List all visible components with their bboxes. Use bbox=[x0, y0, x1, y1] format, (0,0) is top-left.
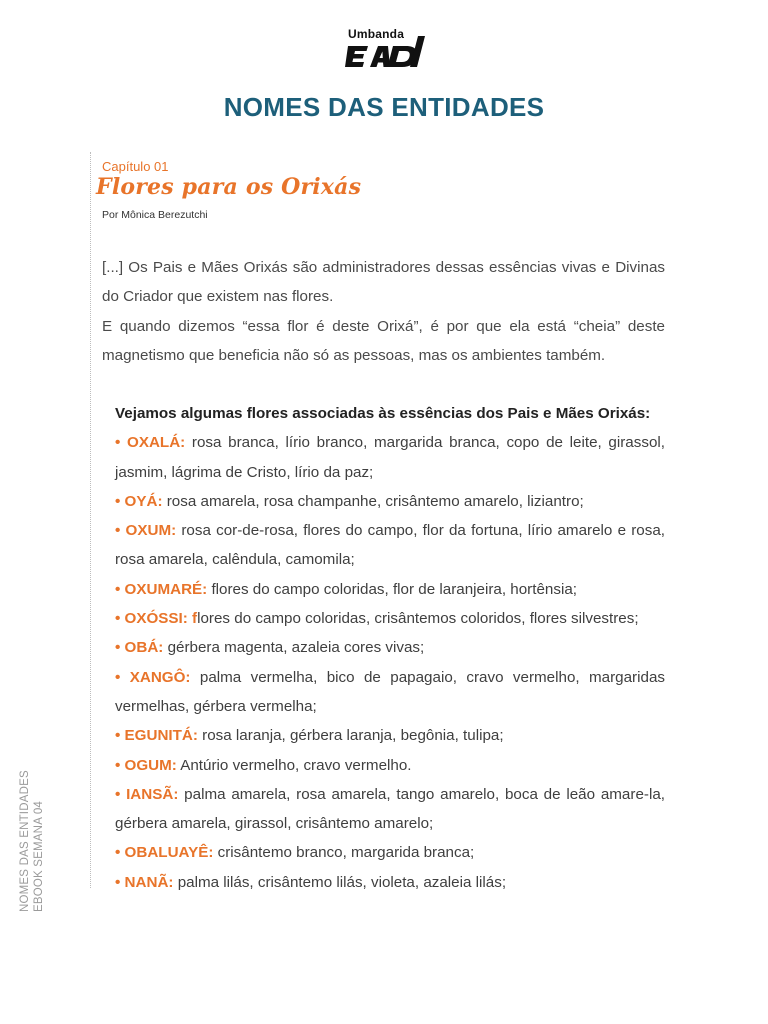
list-item bbox=[115, 721, 665, 750]
list-item bbox=[115, 604, 665, 633]
flower-text: rosa laranja, gérbera laranja, begônia, tulipa; bbox=[197, 727, 504, 745]
list-item bbox=[115, 868, 665, 897]
intro-paragraph: E quando dizemos “essa flor é deste Orixá”, é por que ela está “cheia” deste magnetismo que beneficia não só as pessoas, mas os ambientes também. bbox=[102, 317, 665, 365]
orixa-label: • OBÁ: bbox=[115, 639, 164, 657]
flower-list bbox=[115, 399, 665, 897]
flower-text: lores do campo coloridas, crisântemos coloridos, flores silvestres; bbox=[197, 610, 639, 628]
sidebar-line: EBOOK SEMANA 04 bbox=[33, 800, 45, 912]
sidebar-line: NOMES DAS ENTIDADES bbox=[19, 770, 31, 912]
orixa-label: • OYÁ: bbox=[115, 492, 163, 510]
orixa-label: • NANÃ: bbox=[115, 873, 174, 891]
chapter-title: Flores para os Orixás bbox=[96, 174, 362, 200]
orixa-label: • OGUM: bbox=[115, 756, 177, 774]
list-item bbox=[115, 428, 665, 487]
list-item bbox=[115, 575, 665, 604]
flower-text: flores do campo coloridas, flor de laranjeira, hortênsia; bbox=[207, 580, 577, 598]
logo-top-text: Umbanda bbox=[348, 27, 405, 41]
list-item bbox=[115, 838, 665, 867]
sidebar-vertical-text bbox=[18, 770, 46, 912]
intro-paragraph: [...] Os Pais e Mães Orixás são administradores dessas essências vivas e Divinas do Criador que existem nas flores. bbox=[102, 259, 665, 306]
intro-text bbox=[102, 253, 665, 371]
list-item bbox=[115, 516, 665, 575]
flower-text: Antúrio vermelho, cravo vermelho. bbox=[176, 756, 412, 774]
chapter-label: Capítulo 01 bbox=[102, 159, 169, 174]
flower-text: palma vermelha, bico de papagaio, cravo vermelho, margaridas vermelhas, gérbera vermelha; bbox=[115, 668, 665, 715]
list-item bbox=[115, 487, 665, 516]
list-item bbox=[115, 751, 665, 780]
flower-text: rosa cor-de-rosa, flores do campo, flor da fortuna, lírio amarelo e rosa, rosa amarela, calêndula, camomila; bbox=[115, 522, 665, 569]
orixa-label: • OXÓSSI: f bbox=[115, 610, 198, 628]
flower-text: crisântemo branco, margarida branca; bbox=[213, 844, 475, 862]
orixa-label: • OXUM: bbox=[115, 522, 177, 540]
list-item bbox=[115, 663, 665, 722]
author-byline: Por Mônica Berezutchi bbox=[102, 209, 208, 221]
orixa-label: • OBALUAYÊ: bbox=[115, 844, 214, 862]
flower-text: rosa branca, lírio branco, margarida branca, copo de leite, girassol, jasmim, lágrima de Cristo, lírio da paz; bbox=[115, 434, 665, 481]
orixa-label: • EGUNITÁ: bbox=[115, 727, 198, 745]
umbanda-ead-logo bbox=[344, 27, 428, 71]
list-heading: Vejamos algumas flores associadas às essências dos Pais e Mães Orixás: bbox=[115, 405, 651, 422]
list-item bbox=[115, 780, 665, 839]
flower-text: palma lilás, crisântemo lilás, violeta, azaleia lilás; bbox=[173, 873, 507, 891]
orixa-label: • OXUMARÉ: bbox=[115, 580, 208, 598]
flower-text: rosa amarela, rosa champanhe, crisântemo amarelo, liziantro; bbox=[162, 492, 584, 510]
orixa-label: • XANGÔ: bbox=[115, 668, 191, 686]
vertical-divider bbox=[90, 152, 91, 888]
ead-logo-mark bbox=[344, 35, 428, 71]
flower-text: gérbera magenta, azaleia cores vivas; bbox=[163, 639, 425, 657]
orixa-label: • OXALÁ: bbox=[115, 434, 186, 452]
document-title: NOMES DAS ENTIDADES bbox=[223, 92, 545, 122]
flower-text: palma amarela, rosa amarela, tango amarelo, boca de leão amare-la, gérbera amarela, girassol, crisântemo amarelo; bbox=[115, 785, 665, 833]
orixa-label: • IANSÃ: bbox=[115, 785, 179, 803]
list-item bbox=[115, 633, 665, 662]
